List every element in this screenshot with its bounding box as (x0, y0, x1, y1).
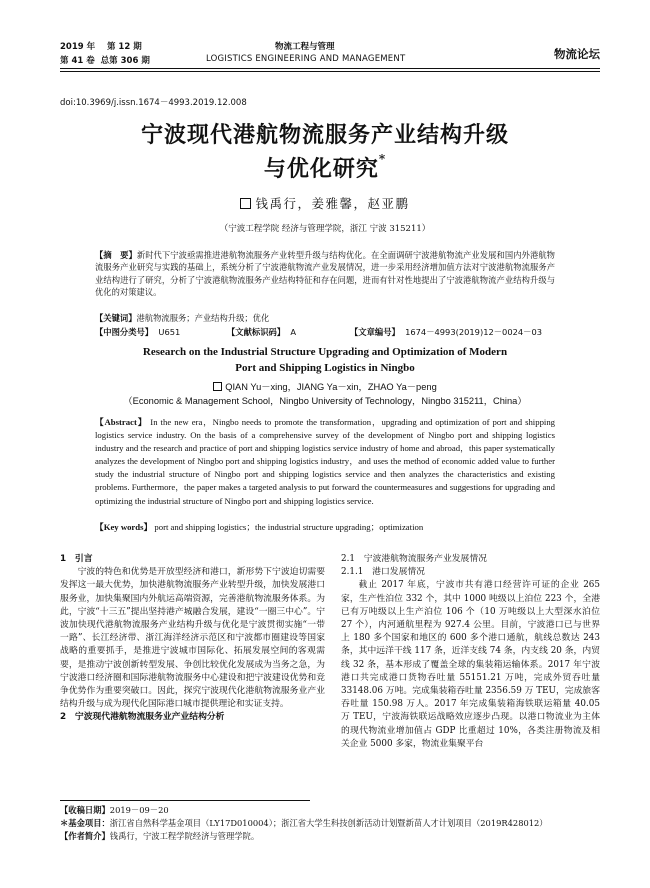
received-label: 【收稿日期】 (60, 805, 110, 815)
open-square-icon (240, 198, 251, 209)
doi: doi:10.3969/j.issn.1674－4993.2019.12.008 (60, 98, 247, 108)
authors-text: 钱禹行，姜雅馨，赵亚鹏 (255, 196, 410, 211)
footnote-received (60, 804, 600, 816)
keywords-en-text: port and shipping logistics；the industrial structure upgrading；optimization (154, 522, 424, 532)
abstract-en (95, 416, 555, 508)
doc-code-label: 【文献标识码】 (227, 327, 286, 337)
title-en-line-2: Port and Shipping Logistics in Ningbo (235, 362, 415, 374)
title-en-line-1: Research on the Industrial Structure Upgrading and Optimization of Modern (142, 346, 508, 358)
title-line-2-text: 与优化研究 (263, 156, 379, 182)
authors-en (0, 379, 650, 393)
open-square-icon (213, 382, 222, 391)
keywords-en-label: 【Key words】 (95, 522, 153, 532)
author-bio-text: 钱禹行，宁波工程学院经济与管理学院。 (109, 831, 260, 841)
header-journal-cn: 物流工程与管理 (275, 42, 335, 52)
authors-en-text: QIAN Yu－xing，JIANG Ya－xin，ZHAO Ya－peng (225, 382, 437, 392)
header-issue: 第 12 期 (106, 42, 142, 52)
received-date: 2019－09－20 (109, 805, 169, 815)
body-column-right (341, 553, 600, 751)
section-2-heading: 2 宁波现代港航物流服务业产业结构分析 (60, 712, 225, 723)
body-column-left (60, 553, 325, 725)
header-volume-number: 第 41 卷 (60, 56, 95, 66)
header-column-name: 物流论坛 (554, 47, 600, 61)
keywords-cn (95, 312, 269, 324)
clc-value: U651 (158, 327, 181, 337)
keywords-cn-label: 【关键词】 (95, 313, 137, 323)
abstract-cn (95, 249, 555, 298)
abstract-cn-label: 【摘 要】 (95, 250, 137, 260)
title-line-2 (0, 152, 650, 183)
header-volume (60, 54, 150, 66)
doc-code-value: A (290, 327, 297, 337)
section-2-1-heading: 2.1 宁波港航物流服务产业发展情况 (341, 554, 487, 564)
section-1-heading: 1 引言 (60, 554, 93, 564)
header-year: 2019 年 (60, 42, 96, 52)
header-journal-en: LOGISTICS ENGINEERING AND MANAGEMENT (206, 54, 406, 64)
section-2-1-1-paragraph: 截止 2017 年底，宁波市共有港口经营许可证的企业 265 家，生产性泊位 332 个，其中 1000 吨级以上泊位 223 个，全港已有万吨级以上生产泊位 106 个（10 万吨级以上大型深水泊位 27 个），内河通航里程为 927.4 公里。目前，宁波港口已与世界上 180 多个国家和地区的 600 多个港口通航，航线总数达 243 条，其中远洋干线 117 条，近洋支线 74 条，内支线 20 条，内贸线 32 条，基本形成了覆盖全球的集装箱运输体系。2017 年宁波港口共完成港口货物吞吐量 55151.21 万吨，完成外贸吞吐量 33148.06 万吨。完成集装箱吞吐量 2356.59 万 TEU，完成旅客吞吐量 150.98 万人。2017 年完成集装箱海铁联运箱量 40.05 万 TEU，宁波海铁联运战略效应逐步凸现。以港口物流业为主体的现代物流业增加值占 GDP 比重超过 10%，各类注册物流及相关企业 5000 多家，物流业集聚平台 (341, 580, 600, 749)
keywords-en (95, 521, 423, 533)
header-total-issue: 总第 306 期 (100, 56, 150, 66)
fund-label: ＊基金项目： (60, 818, 110, 828)
article-no-label: 【文章编号】 (350, 327, 400, 337)
keywords-cn-text: 港航物流服务；产业结构升级；优化 (136, 313, 270, 323)
header-year-issue (60, 40, 142, 52)
article-no-value: 1674－4993(2019)12－0024－03 (405, 327, 543, 337)
running-header (60, 40, 600, 83)
fund-text: 浙江省自然科学基金项目（LY17D010004）；浙江省大学生科技创新活动计划暨新苗人才计划项目（2019R428012） (109, 818, 548, 828)
footnote-rule (60, 800, 310, 801)
affiliation: （宁波工程学院 经济与管理学院，浙江 宁波 315211） (219, 224, 431, 234)
title-footnote-mark: * (378, 152, 387, 166)
affiliation-en: （Economic & Management School，Ningbo University of Technology，Ningbo 315211，China） (123, 396, 527, 406)
abstract-cn-text: 新时代下宁波亟需推进港航物流服务产业转型升级与结构优化。在全面调研宁波港航物流产业发展和国内外港航物流服务产业研究与实践的基础上，系统分析了宁波港航物流产业发展情况，进一步采用经济增加值方法对宁波港航物流服务产业结构进行了研究，分析了宁波港航物流服务产业结构特征和存在问题，进而有针对性地提出了宁波港航物流产业结构升级与优化的对策建议。 (95, 250, 555, 297)
section-1-paragraph: 宁波的特色和优势是开放型经济和港口，新形势下宁波迫切需要发挥这一最大优势，加快港航物流服务产业转型升级，加快发展港口服务业，加快集聚国内外航运高端资源，完善港航物流服务体系。为此，宁波“十三五”提出坚持港产城融合发展，建设“一圈三中心”。宁波加快现代港航物流服务产业结构升级与优化是宁波贯彻实施“一带一路”、长江经济带、浙江海洋经济示范区和宁波都市圈建设等国家战略的重要抓手，是推进宁波城市国际化、拓展发展空间的客观需要，是推动宁波创新转型发展、争创比较优化发展成为当务之急，为宁波港口经济圈和国际港航物流服务中心建设和把宁波建设优势和竞争优势作为重要突破口。因此，探究宁波现代化港航物流服务业产业结构升级与成为现代化国际港口城市提供理论和实证支持。 (60, 567, 325, 710)
section-2-1-1-heading: 2.1.1 港口发展情况 (341, 567, 425, 578)
clc-label: 【中图分类号】 (95, 327, 154, 337)
footnote-author (60, 830, 600, 842)
authors (0, 194, 650, 212)
abstract-en-label: 【Abstract】 (95, 417, 148, 427)
header-rule (60, 68, 600, 69)
author-bio-label: 【作者简介】 (60, 831, 110, 841)
abstract-en-text: In the new era，Ningbo needs to promote the transformation，upgrading and optimization of port and shipping logistics service industry. On the basis of a comprehensive survey of the development of Ningbo port and shipping logistics industry and the research and practice of port and shipping logistics service industry of home and abroad，this paper systematically analyzes the development of Ningbo port and shipping logistics industry，and uses the method of economic added value to further study the industrial structure of Ningbo port and shipping logistics service and then analyzes the characteristics and existing problems. Furthermore，the paper makes a targeted analysis to put forward the countermeasures and suggestions for upgrading and optimizing the industrial structure of Ningbo port and shipping logistics service. (95, 417, 556, 506)
header-rule-thin (60, 71, 600, 72)
footnote-fund (60, 817, 600, 829)
title-line-1: 宁波现代港航物流服务产业结构升级 (140, 122, 509, 148)
